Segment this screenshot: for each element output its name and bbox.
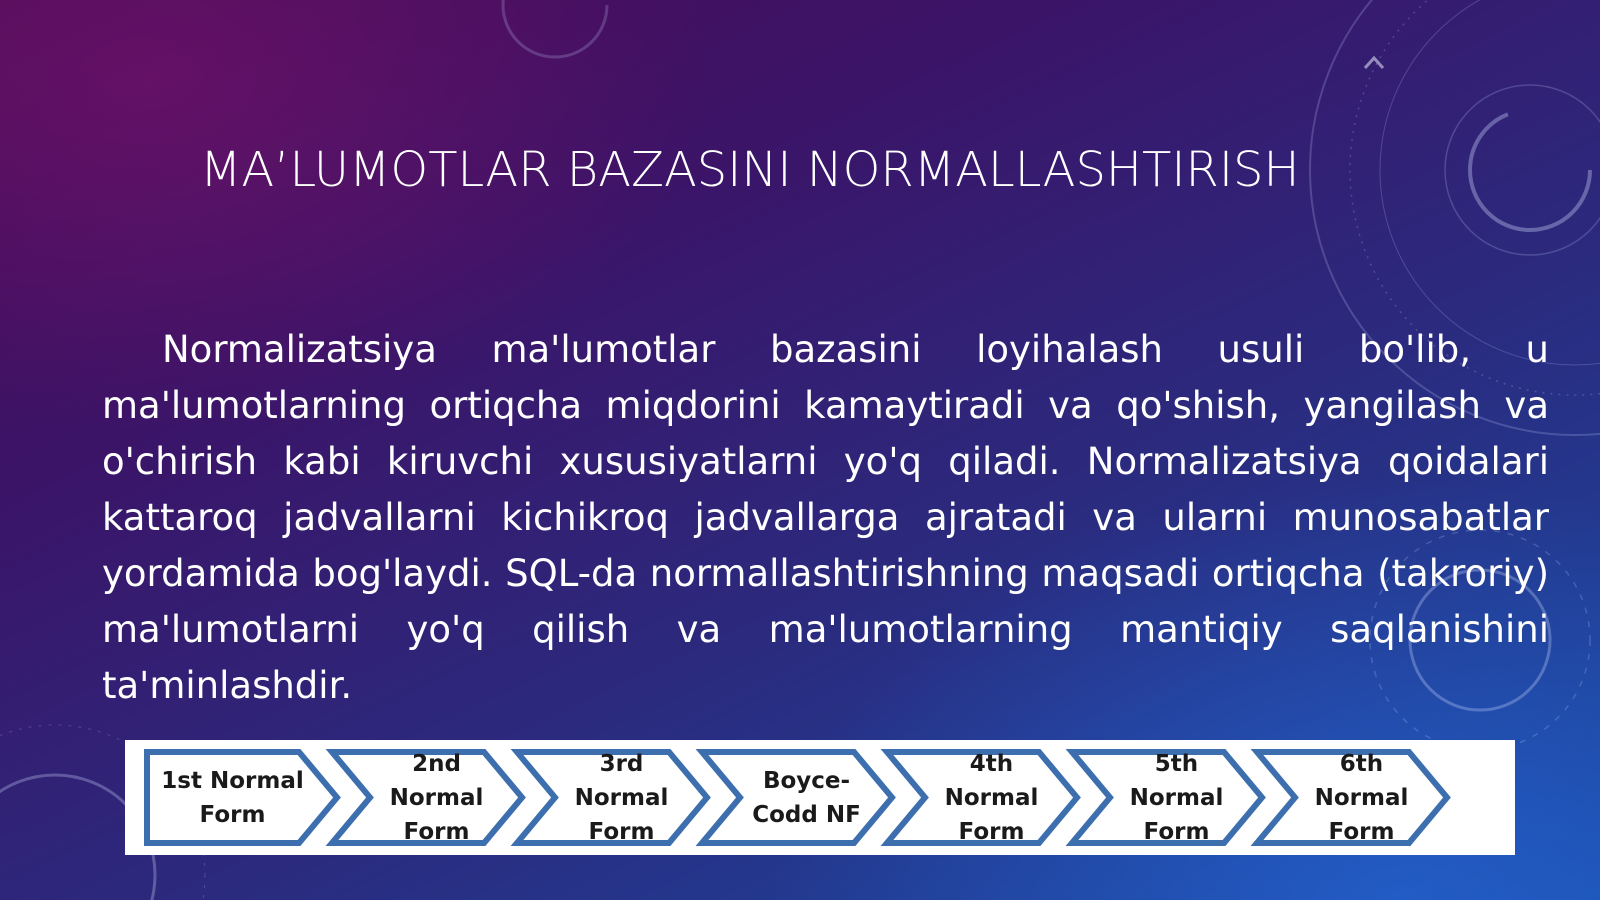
slide-body-text: Normalizatsiya ma'lumotlar bazasini loyihalash usuli bo'lib, u ma'lumotlarning ortiqcha miqdorini kamaytiradi va qo'shish, yangilash va o'chirish kabi kiruvchi xususiyatlarni yo'q qiladi. Normalizatsiya qoidalari kattaroq jadvallarni kichikroq jadvallarga ajratadi va ularni munosabatlar yordamida bog'laydi. SQL-da normallashtirishning maqsadi ortiqcha (takroriy) ma'lumotlarni yo'q qilish va ma'lumotlarning mantiqiy saqlanishini ta'minlashdir. [102, 328, 1549, 707]
normal-form-label: 2nd Normal Form [389, 750, 484, 845]
slide-title: MA’LUMOTLAR BAZASINI NORMALLASHTIRISH [200, 142, 1300, 198]
normal-form-label: 3rd Normal Form [574, 750, 669, 845]
normal-form-label: 6th Normal Form [1314, 750, 1409, 845]
normal-form-label: 4th Normal Form [944, 750, 1039, 845]
normal-form-label: Boyce- Codd NF [752, 767, 861, 828]
normal-form-label: 5th Normal Form [1129, 750, 1224, 845]
normal-forms-strip [125, 740, 1515, 855]
normal-form-label: 1st Normal Form [161, 767, 304, 828]
